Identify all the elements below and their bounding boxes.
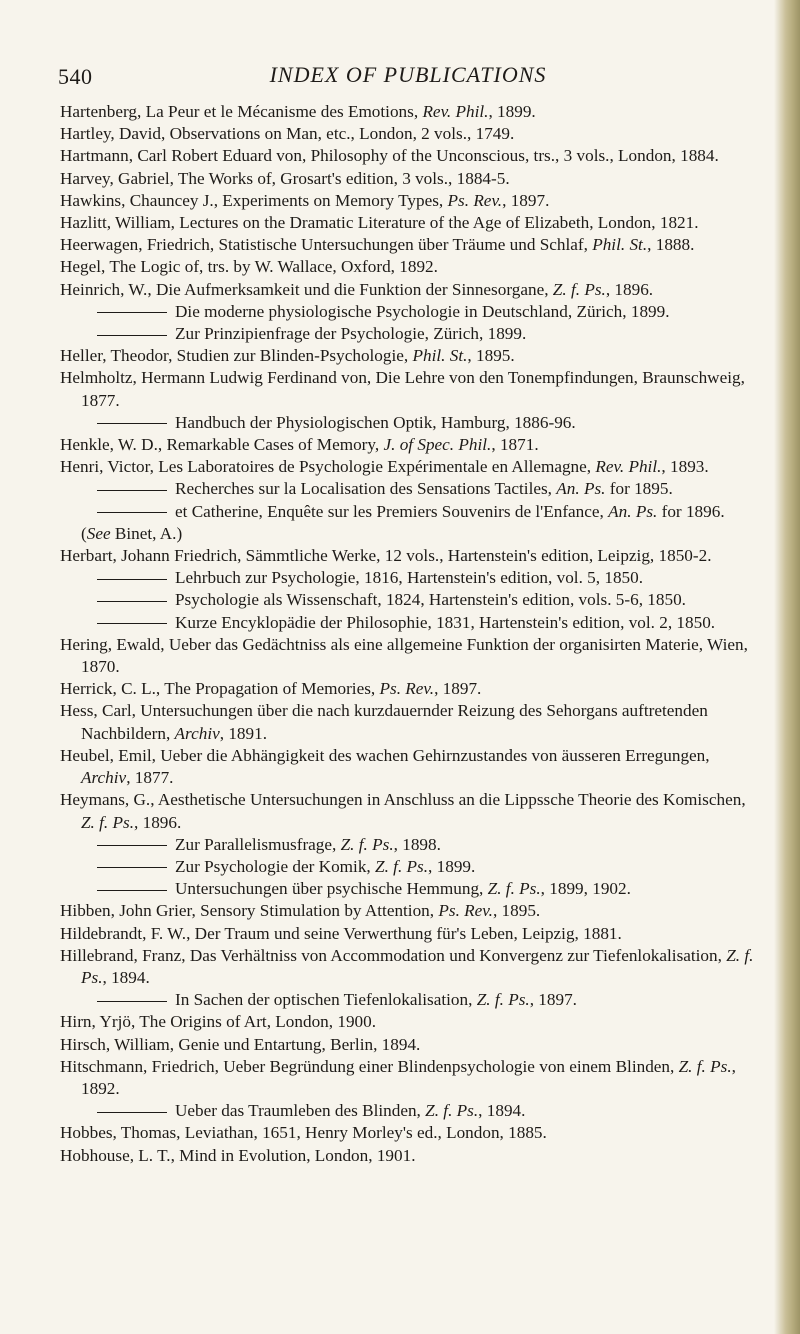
- index-entry: [60, 1122, 760, 1144]
- index-entry: [60, 1100, 760, 1122]
- page-header: [58, 60, 758, 90]
- index-entry: [60, 212, 760, 234]
- entry-text: , 1896.: [134, 812, 182, 832]
- entry-text: Handbuch der Physiologischen Optik, Hamburg, 1886-96.: [175, 412, 576, 432]
- index-entry: [60, 345, 760, 367]
- entry-text: Herrick, C. L., The Propagation of Memories,: [60, 679, 380, 699]
- entry-text: , 1895.: [492, 901, 541, 921]
- entry-text: , 1871.: [491, 435, 539, 455]
- journal-abbrev: Archiv: [81, 768, 127, 788]
- journal-abbrev: Ps. Rev.: [379, 679, 435, 699]
- entry-text: Recherches sur la Localisation des Sensations Tactiles,: [175, 479, 557, 499]
- index-entry: [60, 256, 760, 278]
- index-entry: [60, 923, 760, 945]
- entry-text: Hegel, The Logic of, trs. by W. Wallace, Oxford, 1892.: [60, 257, 438, 277]
- entry-text: Heller, Theodor, Studien zur Blinden-Psychologie,: [60, 346, 413, 366]
- running-head: INDEX OF PUBLICATIONS: [269, 62, 547, 87]
- entry-text: Hitschmann, Friedrich, Ueber Begründung einer Blindenpsychologie von einem Blinden,: [60, 1056, 679, 1076]
- entry-text: (: [81, 523, 87, 543]
- index-entry: [60, 856, 760, 878]
- journal-abbrev: Z. f. Ps.: [487, 879, 541, 899]
- journal-abbrev: Z. f. Ps.: [678, 1056, 732, 1076]
- entry-text: Henkle, W. D., Remarkable Cases of Memory,: [60, 435, 384, 455]
- journal-abbrev: See: [86, 523, 111, 543]
- entry-text: , 1877.: [126, 768, 174, 788]
- journal-abbrev: An. Ps.: [608, 501, 658, 521]
- entry-text: Hobbes, Thomas, Leviathan, 1651, Henry Morley's ed., London, 1885.: [60, 1123, 547, 1143]
- index-entry: [60, 301, 760, 323]
- index-entry: [60, 434, 760, 456]
- journal-abbrev: Phil. St.: [412, 346, 468, 366]
- index-entry: [60, 412, 760, 434]
- entry-text: Hawkins, Chauncey J., Experiments on Memory Types,: [60, 190, 448, 210]
- ditto-dash: [97, 1112, 167, 1113]
- entry-text: Untersuchungen über psychische Hemmung,: [175, 879, 488, 899]
- ditto-dash: [97, 845, 167, 846]
- index-entry: [60, 456, 760, 478]
- entry-text: Helmholtz, Hermann Ludwig Ferdinand von, Die Lehre von den Tonempfindungen, Braunschweig, 1877.: [60, 368, 745, 410]
- index-entry: [60, 101, 760, 123]
- index-entry: [60, 612, 760, 634]
- journal-abbrev: Rev. Phil.: [595, 457, 662, 477]
- ditto-dash: [97, 335, 167, 336]
- entry-text: for 1896.: [657, 501, 725, 521]
- entry-text: Heerwagen, Friedrich, Statistische Untersuchungen über Träume und Schlaf,: [60, 235, 593, 255]
- entry-text: , 1899, 1902.: [540, 879, 631, 899]
- entry-text: for 1895.: [605, 479, 673, 499]
- journal-abbrev: Z. f. Ps.: [476, 990, 530, 1010]
- journal-abbrev: Ps. Rev.: [447, 190, 503, 210]
- entry-text: Henri, Victor, Les Laboratoires de Psychologie Expérimentale en Allemagne,: [60, 457, 596, 477]
- journal-abbrev: Z. f. Ps.: [425, 1101, 479, 1121]
- entry-text: Kurze Encyklopädie der Philosophie, 1831, Hartenstein's edition, vol. 2, 1850.: [175, 612, 716, 632]
- entry-text: Hartley, David, Observations on Man, etc., London, 2 vols., 1749.: [60, 124, 515, 144]
- entry-text: , 1898.: [393, 834, 441, 854]
- entry-text: Psychologie als Wissenschaft, 1824, Hartenstein's edition, vols. 5-6, 1850.: [175, 590, 686, 610]
- journal-abbrev: Z. f. Ps.: [340, 834, 394, 854]
- index-entry: [60, 1034, 760, 1056]
- index-entry: [60, 1056, 760, 1100]
- index-entry: [60, 589, 760, 611]
- entry-text: , 1893.: [661, 457, 709, 477]
- entry-text: Zur Psychologie der Komik,: [175, 856, 376, 876]
- index-entries: [60, 101, 760, 1167]
- journal-abbrev: Z. f. Ps.: [552, 279, 606, 299]
- ditto-dash: [97, 490, 167, 491]
- ditto-dash: [97, 867, 167, 868]
- journal-abbrev: Phil. St.: [592, 235, 648, 255]
- entry-text: Herbart, Johann Friedrich, Sämmtliche Werke, 12 vols., Hartenstein's edition, Leipzig, 1850-2.: [60, 546, 712, 566]
- entry-text: Hildebrandt, F. W., Der Traum und seine Verwerthung für's Leben, Leipzig, 1881.: [60, 923, 622, 943]
- entry-text: , 1896.: [605, 279, 654, 299]
- entry-text: Hazlitt, William, Lectures on the Dramatic Literature of the Age of Elizabeth, London, 1821.: [60, 213, 699, 233]
- entry-text: , 1895.: [467, 346, 515, 366]
- journal-abbrev: Z. f. Ps.: [375, 856, 429, 876]
- ditto-dash: [97, 623, 167, 624]
- index-entry: [60, 834, 760, 856]
- journal-abbrev: Rev. Phil.: [422, 102, 489, 121]
- index-entry: [60, 545, 760, 567]
- entry-text: , 1897.: [434, 679, 482, 699]
- index-entry: [60, 567, 760, 589]
- index-entry: [60, 123, 760, 145]
- ditto-dash: [97, 890, 167, 891]
- index-entry: [60, 279, 760, 301]
- journal-abbrev: Z. f. Ps.: [81, 812, 135, 832]
- ditto-dash: [97, 601, 167, 602]
- index-entry: [60, 634, 760, 678]
- index-entry: [60, 501, 760, 523]
- index-entry: [60, 945, 760, 989]
- index-entry: [60, 878, 760, 900]
- index-entry: [60, 989, 760, 1011]
- entry-text: Zur Parallelismusfrage,: [175, 834, 341, 854]
- entry-text: Zur Prinzipienfrage der Psychologie, Zürich, 1899.: [175, 324, 527, 344]
- entry-text: Hartenberg, La Peur et le Mécanisme des Emotions,: [60, 102, 423, 121]
- ditto-dash: [97, 579, 167, 580]
- entry-text: Hering, Ewald, Ueber das Gedächtniss als eine allgemeine Funktion der organisirten Materie, Wien, 1870.: [60, 634, 748, 677]
- entry-text: Hartmann, Carl Robert Eduard von, Philosophy of the Unconscious, trs., 3 vols., London, 1884.: [60, 146, 719, 166]
- journal-abbrev: J. of Spec. Phil.: [383, 435, 492, 455]
- entry-text: Hillebrand, Franz, Das Verhältniss von Accommodation und Konvergenz zur Tiefenlokalisation,: [60, 945, 727, 965]
- journal-abbrev: Archiv: [174, 723, 220, 743]
- index-entry: [60, 900, 760, 922]
- index-entry: [60, 234, 760, 256]
- index-entry: [60, 145, 760, 167]
- entry-text: Hobhouse, L. T., Mind in Evolution, London, 1901.: [60, 1145, 416, 1165]
- entry-text: , 1891.: [219, 723, 267, 743]
- page-edge-shadow: [774, 0, 800, 1334]
- entry-text: Binet, A.): [110, 523, 183, 543]
- entry-text: Heubel, Emil, Ueber die Abhängigkeit des wachen Gehirnzustandes von äusseren Erregungen,: [60, 745, 710, 765]
- index-entry: [60, 168, 760, 190]
- index-entry: [60, 1145, 760, 1167]
- entry-text: Hibben, John Grier, Sensory Stimulation by Attention,: [60, 901, 439, 921]
- entry-text: , 1897.: [502, 190, 550, 210]
- ditto-dash: [97, 512, 167, 513]
- ditto-dash: [97, 312, 167, 313]
- entry-text: Hirsch, William, Genie und Entartung, Berlin, 1894.: [60, 1034, 421, 1054]
- entry-text: Heinrich, W., Die Aufmerksamkeit und die Funktion der Sinnesorgane,: [60, 279, 553, 299]
- journal-abbrev: Z. f. Ps.: [81, 945, 754, 987]
- entry-text: In Sachen der optischen Tiefenlokalisation,: [175, 990, 477, 1010]
- index-entry: [60, 700, 760, 744]
- entry-text: Hirn, Yrjö, The Origins of Art, London, 1900.: [60, 1012, 377, 1032]
- index-entry: [60, 323, 760, 345]
- entry-text: et Catherine, Enquête sur les Premiers Souvenirs de l'Enfance,: [175, 501, 609, 521]
- entry-text: Harvey, Gabriel, The Works of, Grosart's edition, 3 vols., 1884-5.: [60, 168, 510, 188]
- entry-text: , 1894.: [102, 967, 150, 987]
- index-entry: [60, 1011, 760, 1033]
- index-entry: [60, 190, 760, 212]
- journal-abbrev: An. Ps.: [556, 479, 606, 499]
- entry-text: , 1888.: [647, 235, 695, 255]
- journal-abbrev: Ps. Rev.: [438, 901, 493, 921]
- ditto-dash: [97, 1001, 167, 1002]
- index-entry: [60, 789, 760, 833]
- index-entry: [60, 745, 760, 789]
- entry-text: , 1899.: [488, 102, 536, 121]
- index-entry: [60, 678, 760, 700]
- entry-text: Die moderne physiologische Psychologie in Deutschland, Zürich, 1899.: [175, 301, 670, 321]
- ditto-dash: [97, 423, 167, 424]
- entry-text: , 1894.: [478, 1101, 526, 1121]
- entry-text: Lehrbuch zur Psychologie, 1816, Hartenstein's edition, vol. 5, 1850.: [175, 568, 644, 588]
- index-entry: [60, 523, 760, 545]
- entry-text: , 1897.: [529, 990, 577, 1010]
- entry-text: , 1892.: [81, 1056, 736, 1098]
- index-entry: [60, 478, 760, 500]
- entry-text: Ueber das Traumleben des Blinden,: [175, 1101, 426, 1121]
- page-number: 540: [58, 64, 93, 89]
- entry-text: Heymans, G., Aesthetische Untersuchungen in Anschluss an die Lippssche Theorie des Komischen,: [60, 790, 746, 810]
- entry-text: Hess, Carl, Untersuchungen über die nach kurzdauernder Reizung des Sehorgans auftretenden Nachbildern,: [60, 701, 708, 743]
- entry-text: , 1899.: [428, 856, 476, 876]
- index-entry: [60, 367, 760, 411]
